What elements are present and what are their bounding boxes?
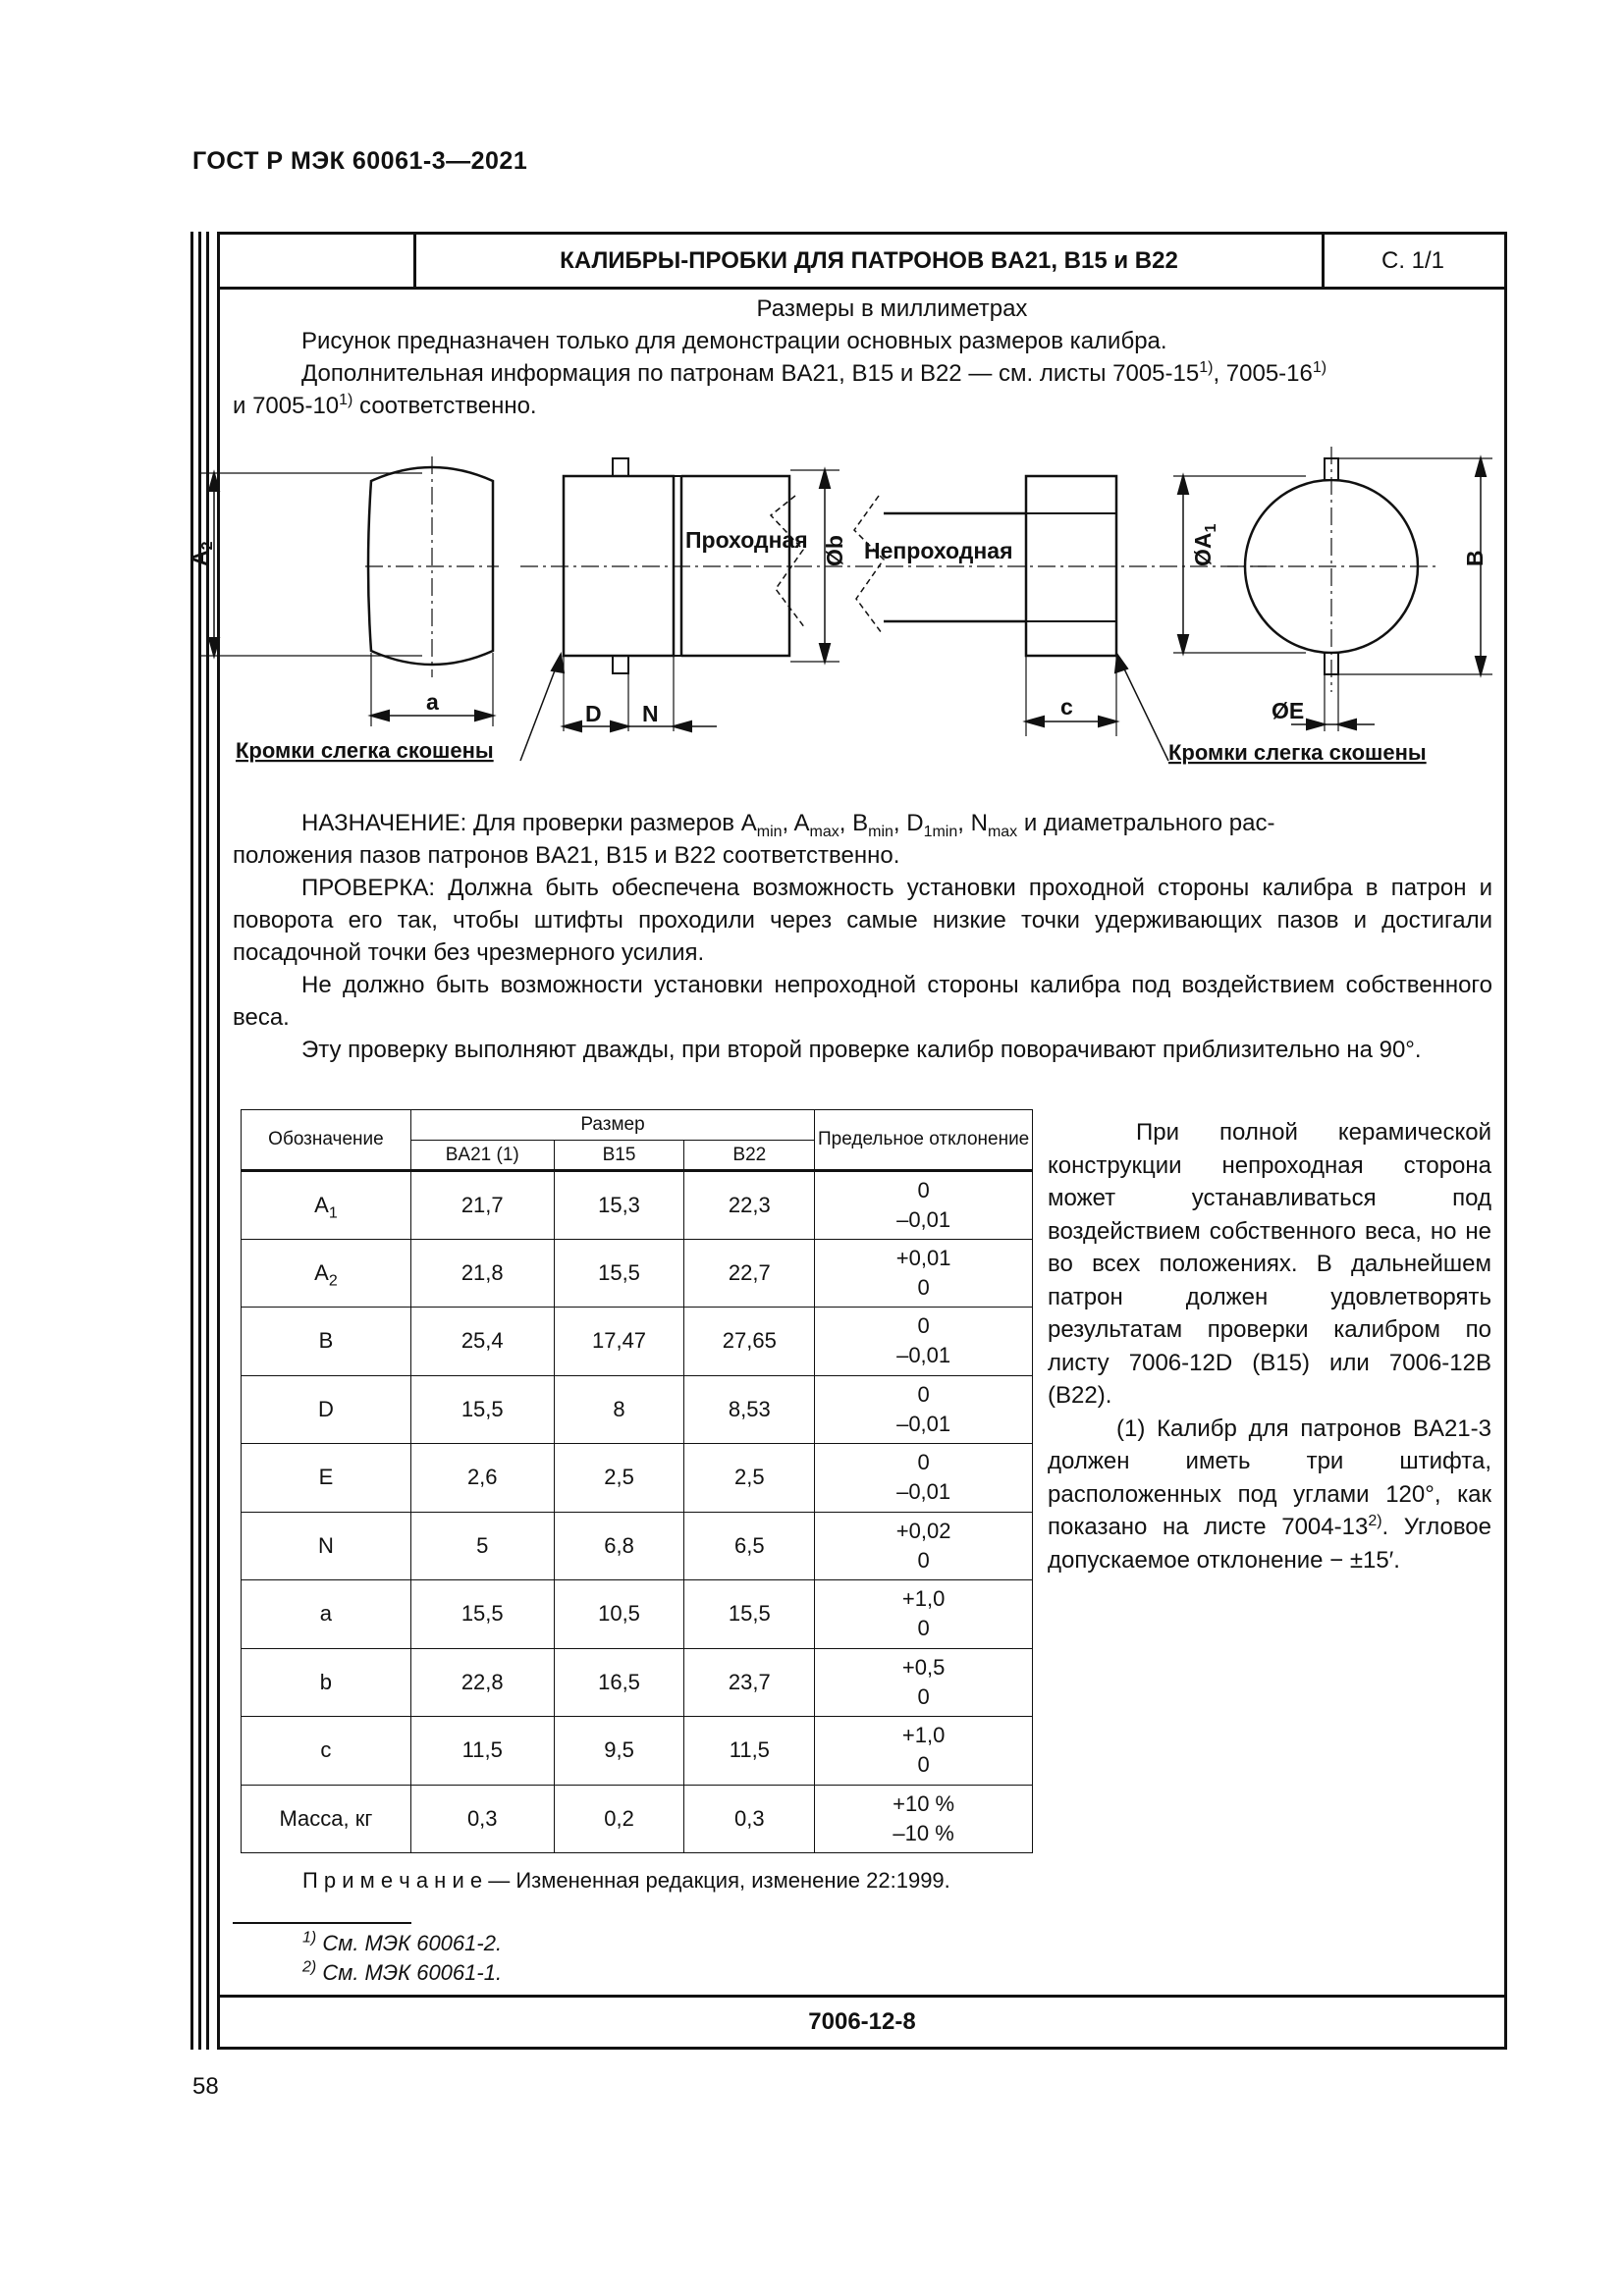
table-row (242, 1239, 1033, 1308)
chamfer-note-right: Кромки слегка скошены (1168, 740, 1427, 765)
sheet-title: КАЛИБРЫ-ПРОБКИ ДЛЯ ПАТРОНОВ BA21, B15 и B22 (413, 235, 1325, 287)
page-number: 58 (192, 2073, 219, 2100)
table-row (242, 1580, 1033, 1649)
cell-ba21: 21,8 (410, 1239, 554, 1308)
cell-ba21: 0,3 (410, 1785, 554, 1853)
footnote-1: $^{1)}$ См. МЭК 60061-2. (302, 1929, 503, 1955)
margin-line (198, 232, 201, 2050)
label-b: Øb (822, 535, 847, 566)
sheet-number: 7006-12-8 (220, 1995, 1504, 2047)
cell-ba21: 2,6 (410, 1444, 554, 1513)
cell-b15: 8 (554, 1375, 684, 1444)
table-row (242, 1444, 1033, 1513)
table-row (242, 1171, 1033, 1240)
header-col-ba21: BA21 (1) (410, 1141, 554, 1171)
check-paragraph-3: Эту проверку выполняют дважды, при второй проверке калибр поворачивают приблизительно на 90°. (301, 1037, 1422, 1063)
cell-ba21: 5 (410, 1512, 554, 1580)
label-E: ØE (1272, 698, 1305, 723)
label-c: c (1060, 694, 1073, 720)
side-note (1048, 1116, 1491, 1576)
cell-b15: 15,5 (554, 1239, 684, 1308)
cell-b15: 6,8 (554, 1512, 684, 1580)
cell-tolerance: +0,5 0 (815, 1648, 1033, 1717)
cell-designation: a (242, 1580, 411, 1649)
cell-tolerance: 0 –0,01 (815, 1308, 1033, 1376)
cell-designation: D (242, 1375, 411, 1444)
cell-b22: 23,7 (684, 1648, 815, 1717)
cell-b15: 16,5 (554, 1648, 684, 1717)
cell-ba21: 22,8 (410, 1648, 554, 1717)
label-nogo: Непроходная (864, 538, 1013, 563)
gauge-drawing (187, 437, 1502, 785)
intro-line-2: Дополнительная информация по патронам BA21, B15 и B22 — см. листы 7005-15$^{1)}$, 7005-16$^{1)}$ (301, 359, 1327, 387)
label-A2: $A_2$ (187, 541, 216, 566)
cell-b22: 2,5 (684, 1444, 815, 1513)
intro-block (233, 293, 1492, 422)
cell-tolerance: 0 –0,01 (815, 1375, 1033, 1444)
side-paragraph-1: При полной керамической конструкции непроходная сторона может устанавливаться под воздействием собственного веса, но не во всех положениях. В дальнейшем патрон должен удовлетворять результатам проверки калибром по листу 7006-12D (B15) или 7006-12B (B22). (1048, 1119, 1491, 1409)
header-tolerance: Предельное отклонение (815, 1110, 1033, 1171)
table-note: П р и м е ч а н и е — Измененная редакция, изменение 22:1999. (302, 1868, 950, 1893)
margin-line (190, 232, 193, 2050)
purpose-paragraph: НАЗНАЧЕНИЕ: Для проверки размеров $A_{min}$, $A_{max}$, $B_{min}$, $D_{1min}$, $N_{max}$ и диаметрального рас- положения пазов патронов BA21, B15 и B22 соответственно. (233, 810, 1275, 869)
table-row (242, 1375, 1033, 1444)
check-paragraph-1: ПРОВЕРКА: Должна быть обеспечена возможность установки проходной стороны калибра в патрон и поворота его так, чтобы штифты проходили через самые низкие точки удерживающих пазов и достигали посадочной точки без чрезмерного усилия. (233, 875, 1492, 966)
cell-tolerance: +10 % –10 % (815, 1785, 1033, 1853)
cell-designation: $A_2$ (242, 1239, 411, 1308)
cell-b15: 10,5 (554, 1580, 684, 1649)
header-designation: Обозначение (242, 1110, 411, 1171)
cell-b15: 2,5 (554, 1444, 684, 1513)
cell-tolerance: +0,02 0 (815, 1512, 1033, 1580)
intro-line-1: Рисунок предназначен только для демонстрации основных размеров калибра. (301, 328, 1167, 354)
cell-ba21: 11,5 (410, 1717, 554, 1786)
table-row (242, 1717, 1033, 1786)
units-note: Размеры в миллиметрах (756, 295, 1028, 322)
purpose-block (233, 807, 1492, 1066)
cell-b22: 6,5 (684, 1512, 815, 1580)
cell-b22: 8,53 (684, 1375, 815, 1444)
cell-designation: N (242, 1512, 411, 1580)
document-header: ГОСТ Р МЭК 60061-3—2021 (192, 147, 528, 175)
cell-tolerance: 0 –0,01 (815, 1171, 1033, 1240)
cell-b15: 17,47 (554, 1308, 684, 1376)
dimensions-table (241, 1109, 1033, 1853)
cell-designation: b (242, 1648, 411, 1717)
label-A1: $ØA_1$ (1190, 523, 1219, 566)
header-col-b22: B22 (684, 1141, 815, 1171)
cell-designation: Масса, кг (242, 1785, 411, 1853)
cell-ba21: 15,5 (410, 1580, 554, 1649)
cell-tolerance: 0 –0,01 (815, 1444, 1033, 1513)
cell-designation: $A_1$ (242, 1171, 411, 1240)
cell-b22: 15,5 (684, 1580, 815, 1649)
cell-b22: 22,7 (684, 1239, 815, 1308)
label-B: B (1462, 550, 1488, 566)
cell-b22: 0,3 (684, 1785, 815, 1853)
cell-b22: 11,5 (684, 1717, 815, 1786)
sheet-page: С. 1/1 (1380, 246, 1445, 274)
table-row (242, 1785, 1033, 1853)
cell-tolerance: +1,0 0 (815, 1717, 1033, 1786)
header-col-b15: B15 (554, 1141, 684, 1171)
cell-b15: 0,2 (554, 1785, 684, 1853)
label-go: Проходная (685, 527, 808, 553)
cell-ba21: 21,7 (410, 1171, 554, 1240)
sheet-title-row (220, 235, 1504, 290)
cell-b22: 22,3 (684, 1171, 815, 1240)
cell-designation: c (242, 1717, 411, 1786)
table-row (242, 1512, 1033, 1580)
cell-tolerance: +0,01 0 (815, 1239, 1033, 1308)
table-row (242, 1308, 1033, 1376)
intro-line-3: и 7005-10$^{1)}$ соответственно. (233, 392, 537, 419)
cell-ba21: 15,5 (410, 1375, 554, 1444)
cell-b15: 15,3 (554, 1171, 684, 1240)
cell-b22: 27,65 (684, 1308, 815, 1376)
label-D: D (585, 701, 602, 726)
table-row (242, 1648, 1033, 1717)
cell-tolerance: +1,0 0 (815, 1580, 1033, 1649)
chamfer-note-left: Кромки слегка скошены (236, 738, 494, 763)
cell-ba21: 25,4 (410, 1308, 554, 1376)
cell-b15: 9,5 (554, 1717, 684, 1786)
cell-designation: E (242, 1444, 411, 1513)
footnote-divider (233, 1922, 411, 1924)
header-size: Размер (410, 1110, 814, 1141)
label-a: a (426, 689, 439, 715)
check-paragraph-2: Не должно быть возможности установки непроходной стороны калибра под воздействием собственного веса. (233, 972, 1492, 1031)
margin-line (206, 232, 209, 2050)
footnote-2: $^{2)}$ См. МЭК 60061-1. (302, 1958, 503, 1985)
cell-designation: B (242, 1308, 411, 1376)
label-N: N (642, 701, 659, 726)
side-paragraph-2: (1) Калибр для патронов BA21-3 должен иметь три штифта, расположенных под углами 120°, как показано на листе 7004-13$^{2)}$. Угловое допускаемое отклонение − ±15′. (1048, 1415, 1491, 1574)
